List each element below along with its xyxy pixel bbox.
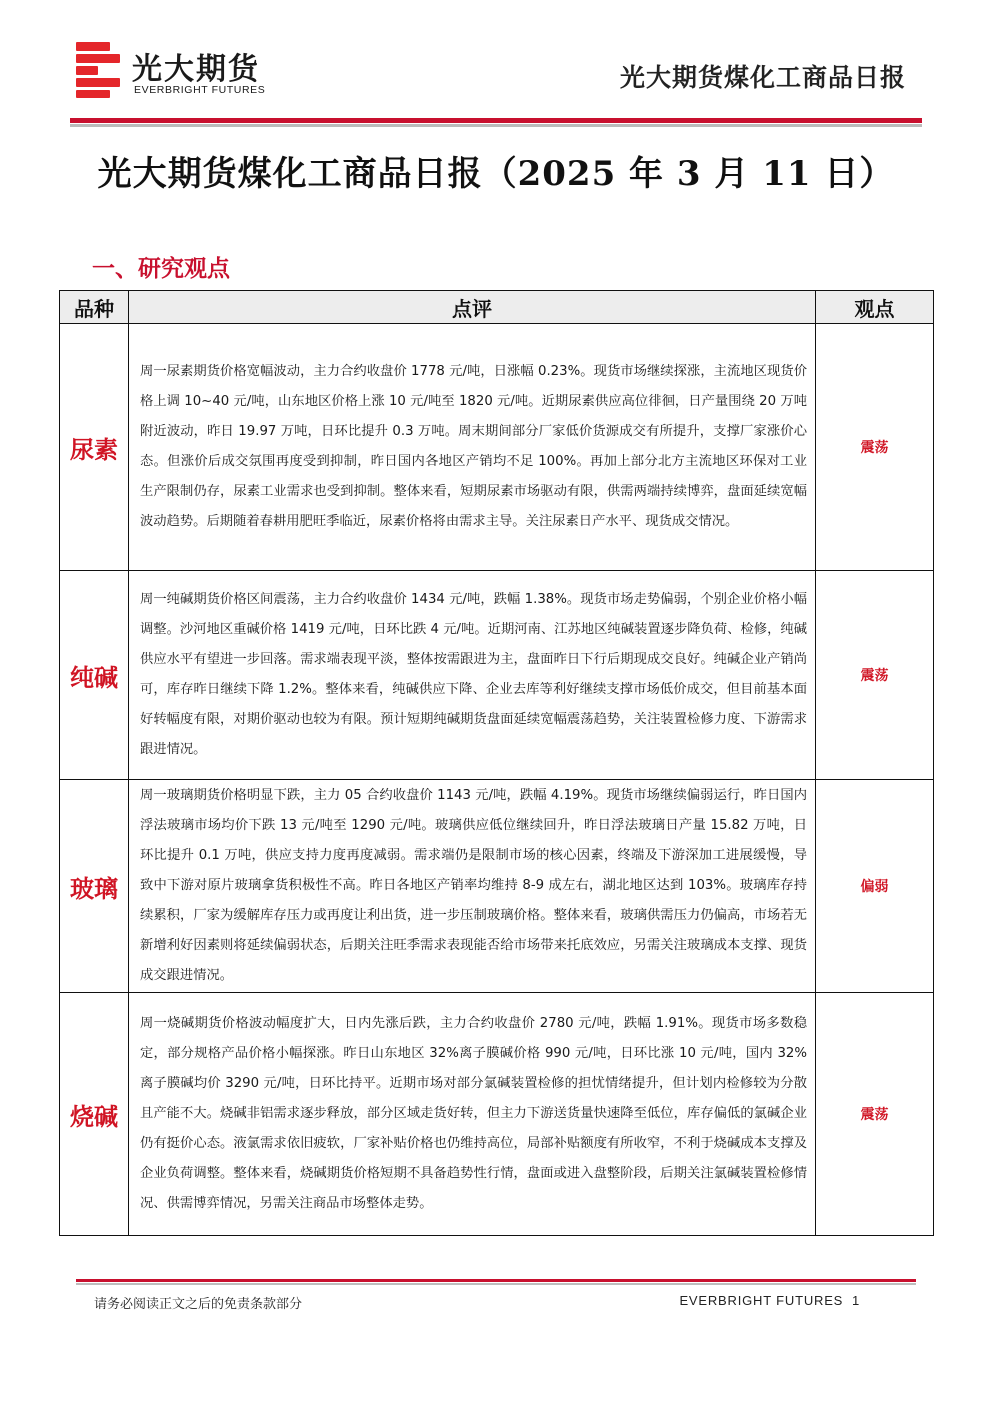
variety-view: 偏弱 bbox=[816, 780, 934, 993]
research-views-table bbox=[59, 290, 934, 1236]
document-title: 光大期货煤化工商品日报（2025 年 3 月 11 日） bbox=[97, 154, 895, 194]
variety-comment: 周一尿素期货价格宽幅波动，主力合约收盘价 1778 元/吨，日涨幅 0.23%。现货市场继续探涨，主流地区现货价格上调 10~40 元/吨，山东地区价格上涨 10 元/吨至 1820 元/吨。近期尿素供应高位徘徊，日产量围绕 20 万吨附近波动，昨日 19.97 万吨，日环比提升 0.3 万吨。周末期间部分厂家低价货源成交有所提升，支撑厂家涨价心态。但涨价后成交氛围再度受到抑制，昨日国内各地区产销均不足 100%。再加上部分北方主流地区环保对工业生产限制仍存，尿素工业需求也受到抑制。整体来看，短期尿素市场驱动有限，供需两端持续博弈，盘面延续宽幅波动趋势。后期随着春耕用肥旺季临近，尿素价格将由需求主导。关注尿素日产水平、现货成交情况。 bbox=[129, 324, 816, 571]
variety-comment: 周一烧碱期货价格波动幅度扩大，日内先涨后跌，主力合约收盘价 2780 元/吨，跌幅 1.91%。现货市场多数稳定，部分规格产品价格小幅探涨。昨日山东地区 32%离子膜碱价格 990 元/吨，日环比涨 10 元/吨，国内 32%离子膜碱均价 3290 元/吨，日环比持平。近期市场对部分氯碱装置检修的担忧情绪提升，但计划内检修较为分散且产能不大。烧碱非铝需求逐步释放，部分区域走货好转，但主力下游送货量快速降至低位，库存偏低的氯碱企业仍有挺价心态。液氯需求依旧疲软，厂家补贴价格也仍维持高位，局部补贴额度有所收窄，不利于烧碱成本支撑及企业负荷调整。整体来看，烧碱期货价格短期不具备趋势性行情，盘面或进入盘整阶段，后期关注氯碱装置检修情况、供需博弈情况，另需关注商品市场整体走势。 bbox=[129, 993, 816, 1236]
logo-chinese-name: 光大期货 bbox=[132, 52, 260, 87]
variety-comment: 周一玻璃期货价格明显下跌，主力 05 合约收盘价 1143 元/吨，跌幅 4.19%。现货市场继续偏弱运行，昨日国内浮法玻璃市场均价下跌 13 元/吨至 1290 元/吨。玻璃供应低位继续回升，昨日浮法玻璃日产量 15.82 万吨，日环比提升 0.1 万吨，供应支持力度再度减弱。需求端仍是限制市场的核心因素，终端及下游深加工进展缓慢，导致中下游对原片玻璃拿货积极性不高。昨日各地区产销率均维持 8-9 成左右，湖北地区达到 103%。玻璃库存持续累积，厂家为缓解库存压力或再度让利出货，进一步压制玻璃价格。整体来看，玻璃供需压力仍偏高，市场若无新增利好因素则将延续偏弱状态，后期关注旺季需求表现能否给市场带来托底效应，另需关注玻璃成本支撑、现货成交跟进情况。 bbox=[129, 780, 816, 993]
header-variety: 品种 bbox=[60, 291, 129, 324]
variety-view: 震荡 bbox=[816, 571, 934, 780]
header-comment: 点评 bbox=[129, 291, 816, 324]
table-row bbox=[60, 780, 934, 993]
header-divider-shadow bbox=[70, 124, 922, 127]
variety-name: 烧碱 bbox=[60, 993, 129, 1236]
table-row bbox=[60, 993, 934, 1236]
header-divider bbox=[70, 118, 922, 123]
report-header-title: 光大期货煤化工商品日报 bbox=[619, 63, 906, 92]
variety-comment: 周一纯碱期货价格区间震荡，主力合约收盘价 1434 元/吨，跌幅 1.38%。现货市场走势偏弱，个别企业价格小幅调整。沙河地区重碱价格 1419 元/吨，日环比跌 4 元/吨。近期河南、江苏地区纯碱装置逐步降负荷、检修，纯碱供应水平有望进一步回落。需求端表现平淡，整体按需跟进为主，盘面昨日下行后期现成交良好。纯碱企业产销尚可，库存昨日继续下降 1.2%。整体来看，纯碱供应下降、企业去库等利好继续支撑市场低价成交，但目前基本面好转幅度有限，对期价驱动也较为有限。预计短期纯碱期货盘面延续宽幅震荡趋势，关注装置检修力度、下游需求跟进情况。 bbox=[129, 571, 816, 780]
header-view: 观点 bbox=[816, 291, 934, 324]
footer-brand-page bbox=[679, 1293, 860, 1308]
everbright-logo bbox=[76, 42, 316, 98]
footer-divider-shadow bbox=[76, 1283, 916, 1285]
footer-brand: EVERBRIGHT FUTURES bbox=[679, 1293, 844, 1308]
table-header-row bbox=[60, 291, 934, 324]
variety-view: 震荡 bbox=[816, 324, 934, 571]
table-row bbox=[60, 571, 934, 780]
section-heading: 一、研究观点 bbox=[92, 255, 230, 282]
logo-english-name: EVERBRIGHT FUTURES bbox=[134, 84, 266, 96]
page-number: 1 bbox=[851, 1293, 860, 1308]
everbright-logo-icon bbox=[76, 42, 124, 98]
variety-name: 尿素 bbox=[60, 324, 129, 571]
table-row bbox=[60, 324, 934, 571]
variety-name: 玻璃 bbox=[60, 780, 129, 993]
variety-name: 纯碱 bbox=[60, 571, 129, 780]
disclaimer-note: 请务必阅读正文之后的免责条款部分 bbox=[94, 1297, 303, 1312]
variety-view: 震荡 bbox=[816, 993, 934, 1236]
footer-divider bbox=[76, 1279, 916, 1282]
